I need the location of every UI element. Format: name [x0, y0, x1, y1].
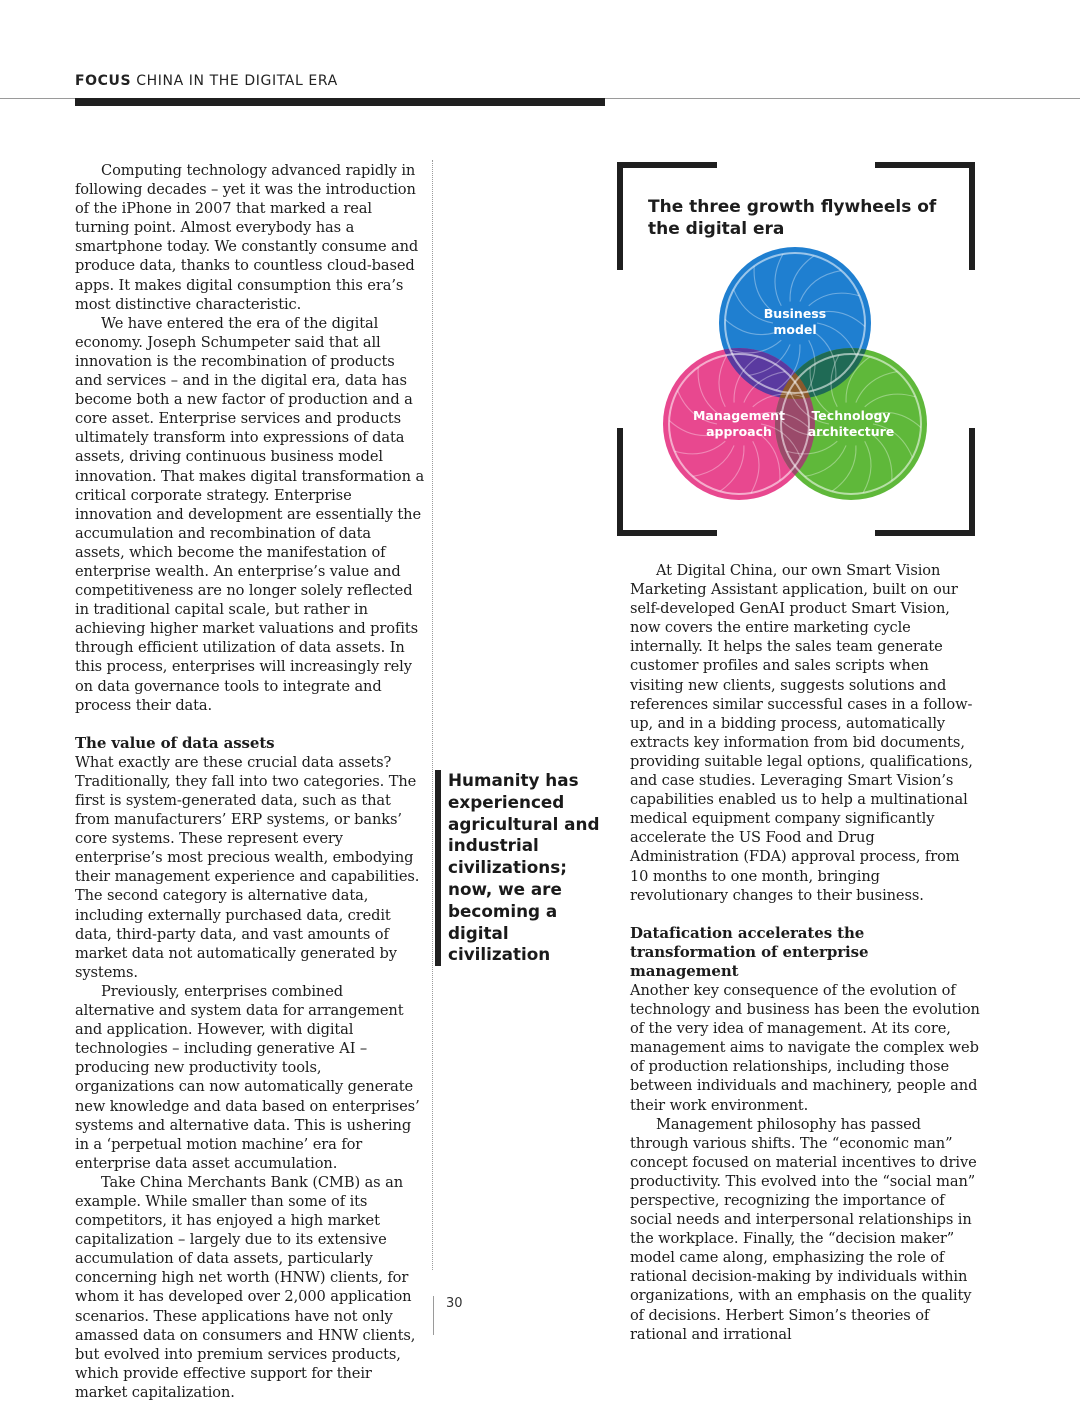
right-column [630, 561, 980, 1344]
paragraph: Previously, enterprises combined alternative and system data for arrangement and application. However, with digital technologies – including generative AI – producing new productivity tools, organizations can now automatically generate new knowledge and data based on enterprises’ systems and alternative data. This is ushering in a ‘perpetual motion machine’ era for enterprise data asset accumulation. [75, 982, 420, 1172]
header-title: CHINA IN THE DIGITAL ERA [136, 73, 338, 89]
left-column [75, 161, 425, 1402]
running-header [75, 73, 338, 89]
header-section: FOCUS [75, 73, 132, 89]
pull-quote: Humanity has experienced agricultural and industrial civilizations; now, we are becoming a digital civilization [435, 770, 613, 966]
column-divider [432, 160, 433, 1270]
label-line: approach [706, 424, 772, 439]
header-bar [75, 98, 605, 106]
paragraph: Computing technology advanced rapidly in following decades – yet it was the introduction of the iPhone in 2007 that marked a real turning point. Almost everybody has a smartphone today. We constantly consume and produce data, thanks to countless cloud-based apps. It makes digital consumption this era’s most distinctive characteristic. [75, 162, 419, 313]
paragraph: What exactly are these crucial data assets? Traditionally, they fall into two categories. The first is system-generated data, such as that from manufacturers’ ERP systems, or banks’ core systems. These represent every enterprise’s most precious wealth, embodying their management experience and capabilities. The second category is alternative data, including externally purchased data, credit data, third-party data, and vast amounts of market data not automatically generated by systems. [75, 753, 420, 981]
figure-title: The three growth flywheels of the digital era [648, 197, 937, 239]
section-heading: The value of data assets [75, 733, 275, 752]
paragraph: At Digital China, our own Smart Vision Marketing Assistant application, built on our self-developed GenAI product Smart Vision, now covers the entire marketing cycle internally. It helps the sales team generate customer profiles and sales scripts when visiting new clients, suggests solutions and references similar successful cases in a follow-up, and in a bidding process, automatically extracts key information from bid documents, providing suitable legal options, qualifications, and case studies. Leveraging Smart Vision’s capabilities enabled us to help a multinational medical equipment company significantly accelerate the US Food and Drug Administration (FDA) approval process, from 10 months to one month, bringing revolutionary changes to their business. [630, 562, 973, 904]
label-line: architecture [807, 424, 895, 439]
label-management-approach [693, 408, 785, 439]
paragraph: Management philosophy has passed through various shifts. The “economic man” concept focused on material incentives to drive productivity. This evolved into the “social man” perspective, recognizing the importance of social needs and interpersonal relationships in the workplace. Finally, the “decision maker” model came along, emphasizing the role of rational decision-making by individuals within organizations, with an emphasis on the quality of decisions. Herbert Simon’s theories of rational and irrational [630, 1115, 977, 1343]
page-number: 30 [446, 1296, 463, 1311]
footer-divider [433, 1296, 434, 1335]
label-line: Technology [811, 408, 891, 423]
label-line: model [773, 322, 817, 337]
paragraph: Take China Merchants Bank (CMB) as an example. While smaller than some of its competitors, it has enjoyed a high market capitalization – largely due to its extensive accumulation of data assets, particularly concerning high net worth (HNW) clients, for whom it has developed over 2,000 application scenarios. These applications have not only amassed data on consumers and HNW clients, but evolved into premium services products, which provide effective support for their market capitalization. [75, 1173, 416, 1401]
label-line: Business [763, 306, 827, 321]
label-line: Management [692, 408, 786, 423]
paragraph: Another key consequence of the evolution of technology and business has been the evolution of the very idea of management. At its core, management aims to navigate the complex web of production relationships, including those between individuals and machinery, people and their work environment. [630, 981, 980, 1114]
label-technology-architecture [808, 408, 895, 439]
section-heading: Datafication accelerates the transformation of enterprise management [630, 923, 869, 980]
paragraph: We have entered the era of the digital economy. Joseph Schumpeter said that all innovation is the recombination of products and services – and in the digital era, data has become both a new factor of production and a core asset. Enterprise services and products ultimately transform into expressions of data assets, driving continuous business model innovation. That makes digital transformation a critical corporate strategy. Enterprise innovation and development are essentially the accumulation and recombination of data assets, which become the manifestation of enterprise wealth. An enterprise’s value and competitiveness are no longer solely reflected in traditional capital scale, but rather in achieving higher market valuations and profits through efficient utilization of data assets. In this process, enterprises will increasingly rely on data governance tools to integrate and process their data. [75, 314, 425, 714]
